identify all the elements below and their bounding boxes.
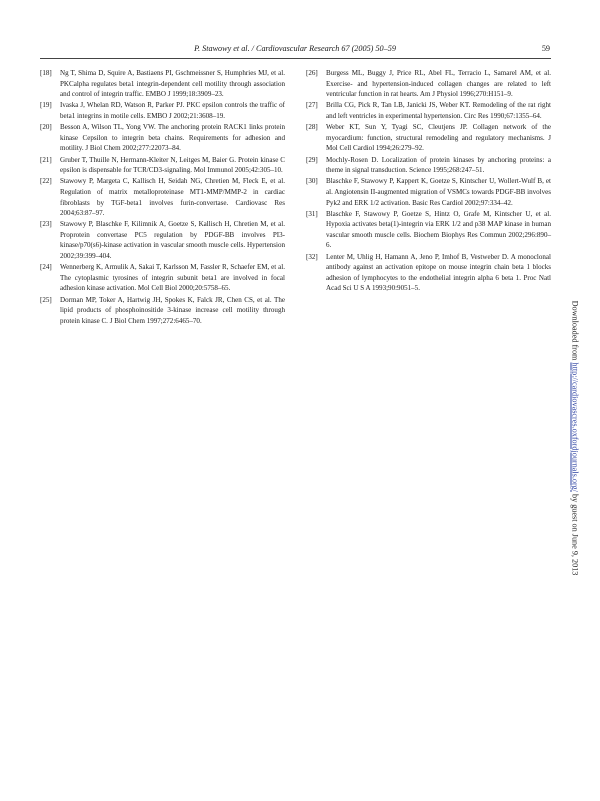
reference-item — [306, 176, 551, 208]
reference-item — [40, 155, 285, 176]
reference-text: Blaschke F, Stawowy P, Goetze S, Hintz O, Grafe M, Kintscher U, et al. Hypoxia activates beta(1)-integrin via ERK 1/2 and p38 MAP kinase in human vascular smooth muscle cells. Biochem Biophys Res Commun 2002;296:890–6. — [326, 209, 551, 250]
reference-text: Weber KT, Sun Y, Tyagi SC, Cleutjens JP. Collagen network of the myocardium: function, structural remodeling and regulatory mechanisms. J Mol Cell Cardiol 1994;26:279–92. — [326, 123, 551, 153]
reference-item — [306, 122, 551, 154]
reference-number: [19] — [40, 101, 52, 110]
reference-item — [306, 68, 551, 100]
reference-number: [23] — [40, 220, 52, 229]
reference-number: [24] — [40, 263, 52, 272]
reference-text: Blaschke F, Stawowy P, Kappert K, Goetze S, Kintscher U, Wollert-Wulf B, et al. Angiotensin II-augmented migration of VSMCs towards PDGF-BB involves Pyk2 and ERK 1/2 activation. Basic Res Cardiol 2002;97:334–42. — [326, 177, 551, 207]
reference-text: Stawowy P, Margeta C, Kallisch H, Seidah NG, Chretien M, Fleck E, et al. Regulation of matrix metalloproteinase MT1-MMP/MMP-2 in cardiac fibroblasts by TGF-beta1 involves furin-convertase. Cardiovasc Res 2004;63:87–97. — [60, 177, 285, 218]
download-prefix: Downloaded from — [570, 300, 580, 363]
reference-number: [18] — [40, 69, 52, 77]
reference-item — [40, 68, 285, 100]
reference-number: [21] — [40, 155, 52, 164]
header-rule — [40, 58, 551, 59]
reference-text: Stawowy P, Blaschke F, Kilimnik A, Goetze S, Kallisch H, Chretien M, et al. Proprotein convertase PC5 regulation by PDGF-BB involves PI3-kinase/p70(s6)-kinase activation in vascular smooth muscle cells. Hypertension 2002;39:399–404. — [60, 220, 285, 261]
reference-number: [30] — [306, 177, 318, 186]
reference-text: Ivaska J, Whelan RD, Watson R, Parker PJ. PKC epsilon controls the traffic of beta1 integrins in motile cells. EMBO J 2002;21:3608–19. — [60, 101, 285, 120]
references-left-column — [40, 68, 285, 327]
reference-item — [40, 219, 285, 261]
reference-number: [29] — [306, 155, 318, 164]
references-right-column — [306, 68, 551, 295]
reference-text: Lenter M, Uhlig H, Hamann A, Jeno P, Imhof B, Vestweber D. A monoclonal antibody against an activation epitope on mouse integrin chain beta 1 blocks adhesion of lymphocytes to the endothelial integrin alpha 6 beta 1. Proc Natl Acad Sci U S A 1993;90:9051–5. — [326, 252, 551, 293]
reference-number: [26] — [306, 69, 318, 77]
download-suffix: by guest on June 9, 2013 — [570, 491, 580, 576]
reference-item — [306, 209, 551, 251]
reference-item — [40, 100, 285, 121]
reference-number: [28] — [306, 123, 318, 132]
reference-item — [40, 295, 285, 327]
reference-text: Ng T, Shima D, Squire A, Bastiaens PI, Gschmeissner S, Humphries MJ, et al. PKCalpha regulates beta1 integrin-dependent cell motility through association and control of integrin traffic. EMBO J 1999;18:3909–23. — [60, 69, 285, 99]
download-link[interactable]: http://cardiovascres.oxfordjournals.org/ — [570, 362, 580, 492]
reference-item — [40, 176, 285, 218]
running-title: P. Stawowy et al. / Cardiovascular Research 67 (2005) 50–59 — [194, 44, 396, 53]
reference-item — [40, 122, 285, 154]
reference-item — [306, 100, 551, 121]
reference-item — [306, 155, 551, 176]
reference-number: [25] — [40, 295, 52, 304]
reference-text: Brilla CG, Pick R, Tan LB, Janicki JS, Weber KT. Remodeling of the rat right and left ventricles in experimental hypertension. Circ Res 1990;67:1355–64. — [326, 101, 551, 120]
reference-number: [31] — [306, 209, 318, 218]
reference-item — [306, 252, 551, 294]
reference-text: Wennerberg K, Armulik A, Sakai T, Karlsson M, Fassler R, Schaefer EM, et al. The cytoplasmic tyrosines of integrin subunit beta1 are involved in focal adhesion kinase activation. Mol Cell Biol 2000;20:5758–65. — [60, 263, 285, 293]
reference-text: Mochly-Rosen D. Localization of protein kinases by anchoring proteins: a theme in signal transduction. Science 1995;268:247–51. — [326, 155, 551, 175]
page-number: 59 — [541, 44, 550, 53]
reference-number: [20] — [40, 123, 52, 132]
reference-text: Gruber T, Thuille N, Hermann-Kleiter N, Leitges M, Baier G. Protein kinase C epsilon is dispensable for TCR/CD3-signaling. Mol Immunol 2005;42:305–10. — [60, 155, 285, 175]
reference-item — [40, 262, 285, 294]
reference-number: [32] — [306, 252, 318, 261]
reference-text: Burgess ML, Buggy J, Price RL, Abel FL, Terracio L, Samarel AM, et al. Exercise- and hypertension-induced collagen changes are related to left ventricular function in rat hearts. Am J Physiol 1996;270:H151–9. — [326, 69, 551, 99]
reference-text: Dorman MP, Toker A, Hartwig JH, Spokes K, Falck JR, Chen CS, et al. The lipid products of phosphoinositide 3-kinase increase cell motility through protein kinase C. J Biol Chem 1997;272:6465–70. — [60, 295, 285, 325]
reference-number: [22] — [40, 177, 52, 186]
reference-text: Besson A, Wilson TL, Yong VW. The anchoring protein RACK1 links protein kinase Cepsilon to integrin beta chains. Requirements for adhesion and motility. J Biol Chem 2002;277:22073–84. — [60, 123, 285, 153]
reference-number: [27] — [306, 101, 318, 110]
